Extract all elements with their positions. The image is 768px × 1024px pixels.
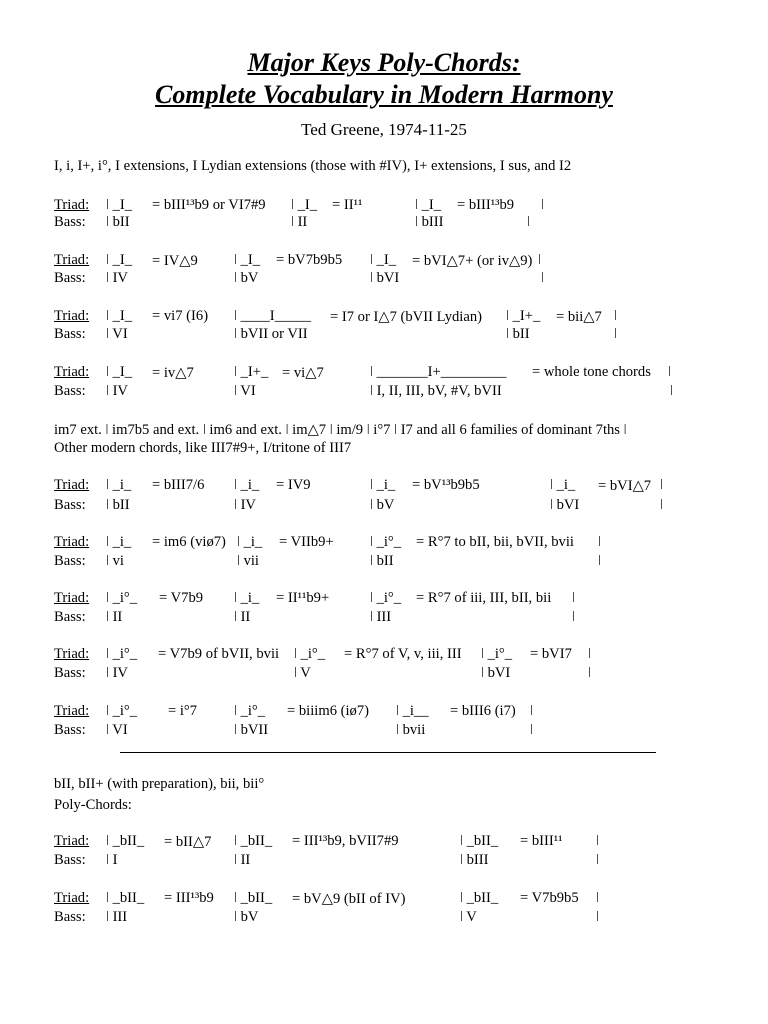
- section-2-subheading: Other modern chords, like III7#9+, I/tritone of III7: [54, 440, 352, 456]
- triad-result: = i°7: [168, 703, 198, 719]
- triad-chord: ǀ _i°_: [481, 646, 513, 662]
- triad-result: = V7b9b5: [520, 890, 579, 906]
- bass-label: Bass:: [54, 722, 86, 738]
- triad-result: = vi△7: [282, 365, 324, 381]
- triad-result: = VIIb9+: [279, 534, 334, 550]
- bass-note: ǀ bV: [234, 270, 259, 286]
- bass-row: [54, 553, 754, 573]
- triad-chord: ǀ _bII_: [460, 890, 499, 906]
- bass-note: ǀ vii: [237, 553, 259, 569]
- triad-result: = V7b9 of bVII, bvii: [158, 646, 280, 662]
- author-date: Ted Greene, 1974-11-25: [301, 120, 467, 139]
- triad-result: = R°7 to bII, bii, bVII, bvii: [416, 534, 574, 550]
- bass-row: [54, 909, 754, 929]
- triad-label: Triad:: [54, 308, 90, 324]
- bass-note: ǀ II: [291, 214, 308, 230]
- bass-note: ǀ II: [234, 852, 251, 868]
- bass-note: ǀ bII: [506, 326, 530, 342]
- bass-note: ǀ bV: [234, 909, 259, 925]
- triad-result: = bIII¹³b9 or VI7#9: [152, 197, 266, 213]
- triad-label: Triad:: [54, 197, 90, 213]
- triad-label: Triad:: [54, 646, 90, 662]
- triad-result: = bV△9 (bII of IV): [292, 891, 406, 907]
- row-end-bar: ǀ: [614, 326, 617, 342]
- row-end-bar: ǀ: [530, 722, 533, 738]
- triad-chord: ǀ _bII_: [234, 833, 273, 849]
- bass-note: ǀ IV: [106, 383, 128, 399]
- bass-note: ǀ II: [234, 609, 251, 625]
- triad-result: = bII△7: [164, 834, 212, 850]
- bass-label: Bass:: [54, 383, 86, 399]
- triad-chord: ǀ _i_: [106, 534, 132, 550]
- bass-note: ǀ VI: [106, 326, 128, 342]
- bass-label: Bass:: [54, 214, 86, 230]
- triad-label: Triad:: [54, 703, 90, 719]
- triad-label: Triad:: [54, 252, 90, 268]
- bass-label: Bass:: [54, 326, 86, 342]
- row-end-bar: ǀ: [541, 270, 544, 286]
- triad-chord: ǀ _i_: [234, 477, 260, 493]
- row-end-bar: ǀ: [530, 703, 533, 719]
- triad-label: Triad:: [54, 590, 90, 606]
- triad-result: = I7 or I△7 (bVII Lydian): [330, 309, 482, 325]
- bass-note: ǀ bVI: [550, 497, 580, 513]
- row-end-bar: ǀ: [660, 497, 663, 513]
- triad-chord: ǀ _i°_: [106, 703, 138, 719]
- bass-row: [54, 214, 754, 234]
- bass-note: ǀ bvii: [396, 722, 426, 738]
- bass-label: Bass:: [54, 909, 86, 925]
- row-end-bar: ǀ: [660, 477, 663, 493]
- triad-chord: ǀ _i__: [396, 703, 429, 719]
- triad-result: = IV△9: [152, 253, 198, 269]
- row-end-bar: ǀ: [596, 833, 599, 849]
- triad-row: [54, 252, 754, 272]
- triad-chord: ǀ _I_: [370, 252, 397, 268]
- triad-row: [54, 534, 754, 554]
- triad-chord: ǀ _i_: [550, 477, 576, 493]
- triad-chord: ǀ _i_: [370, 477, 396, 493]
- bass-note: ǀ bII: [370, 553, 394, 569]
- bass-label: Bass:: [54, 553, 86, 569]
- section-2-heading: im7 ext. ǀ im7b5 and ext. ǀ im6 and ext. ǀ im△7 ǀ im/9 ǀ i°7 ǀ I7 and all 6 families of dominant 7ths ǀ: [54, 422, 627, 438]
- bass-label: Bass:: [54, 497, 86, 513]
- triad-chord: ǀ _i_: [237, 534, 263, 550]
- title-line-1: Major Keys Poly-Chords:: [247, 48, 521, 77]
- triad-result: = vi7 (I6): [152, 308, 209, 324]
- bass-row: [54, 852, 754, 872]
- bass-note: ǀ III: [106, 909, 128, 925]
- section-3-heading: bII, bII+ (with preparation), bii, bii°: [54, 776, 265, 792]
- bass-row: [54, 497, 754, 517]
- row-end-bar: ǀ: [596, 890, 599, 906]
- bass-note: ǀ V: [460, 909, 477, 925]
- triad-chord: ǀ _I+_: [234, 364, 269, 380]
- row-end-bar: ǀ: [541, 197, 544, 213]
- triad-chord: ǀ _i_: [106, 477, 132, 493]
- bass-label: Bass:: [54, 852, 86, 868]
- bass-note: ǀ II: [106, 609, 123, 625]
- bass-row: [54, 609, 754, 629]
- triad-chord: ǀ _I_: [106, 197, 133, 213]
- bass-label: Bass:: [54, 609, 86, 625]
- triad-chord: ǀ _bII_: [106, 833, 145, 849]
- bass-note: ǀ bV: [370, 497, 395, 513]
- triad-result: = whole tone chords: [532, 364, 651, 380]
- section-3-subheading: Poly-Chords:: [54, 797, 132, 813]
- triad-result: = bIII7/6: [152, 477, 205, 493]
- triad-result: = R°7 of V, v, iii, III: [344, 646, 462, 662]
- triad-chord: ǀ _i_: [234, 590, 260, 606]
- section-divider: [120, 752, 656, 753]
- row-end-bar: ǀ: [670, 383, 673, 399]
- triad-chord: ǀ _bII_: [460, 833, 499, 849]
- triad-chord: ǀ _I_: [415, 197, 442, 213]
- triad-result: = bIII¹¹: [520, 833, 563, 849]
- triad-result: = V7b9: [159, 590, 204, 606]
- row-end-bar: ǀ: [598, 553, 601, 569]
- triad-result: = bVI7: [530, 646, 572, 662]
- bass-note: ǀ bVI: [370, 270, 400, 286]
- triad-result: = bV¹³b9b5: [412, 477, 480, 493]
- triad-row: [54, 364, 754, 384]
- triad-result: = iv△7: [152, 365, 194, 381]
- triad-label: Triad:: [54, 890, 90, 906]
- triad-result: = IV9: [276, 477, 311, 493]
- section-1-heading: I, i, I+, i°, I extensions, I Lydian extensions (those with #IV), I+ extensions, I sus, and I2: [54, 158, 572, 174]
- row-end-bar: ǀ: [527, 214, 530, 230]
- triad-chord: ǀ _i°_: [294, 646, 326, 662]
- triad-chord: ǀ _bII_: [234, 890, 273, 906]
- bass-row: [54, 326, 754, 346]
- row-end-bar: ǀ: [596, 852, 599, 868]
- bass-note: ǀ bVII or VII: [234, 326, 308, 342]
- triad-chord: ǀ _I_: [106, 252, 133, 268]
- triad-result: = II¹¹b9+: [276, 590, 330, 606]
- bass-note: ǀ III: [370, 609, 392, 625]
- bass-note: ǀ VI: [234, 383, 256, 399]
- triad-chord: ǀ _I_: [106, 308, 133, 324]
- triad-row: [54, 590, 754, 610]
- triad-result: = R°7 of iii, III, bII, bii: [416, 590, 552, 606]
- bass-label: Bass:: [54, 665, 86, 681]
- row-end-bar: ǀ: [588, 665, 591, 681]
- bass-row: [54, 722, 754, 742]
- triad-result: = bIII6 (i7): [450, 703, 516, 719]
- bass-note: ǀ IV: [234, 497, 256, 513]
- bass-note: ǀ vi: [106, 553, 124, 569]
- bass-row: [54, 270, 754, 290]
- triad-chord: ǀ ____I_____: [234, 308, 312, 324]
- triad-row: [54, 703, 754, 723]
- triad-label: Triad:: [54, 833, 90, 849]
- row-end-bar: ǀ: [614, 308, 617, 324]
- triad-row: [54, 308, 754, 328]
- triad-result: = bV7b9b5: [276, 252, 343, 268]
- triad-chord: ǀ _i°_: [370, 534, 402, 550]
- triad-chord: ǀ _i°_: [106, 646, 138, 662]
- row-end-bar: ǀ: [572, 590, 575, 606]
- triad-result: = im6 (viø7): [152, 534, 226, 550]
- triad-label: Triad:: [54, 534, 90, 550]
- bass-note: ǀ bVII: [234, 722, 269, 738]
- row-end-bar: ǀ: [588, 646, 591, 662]
- row-end-bar: ǀ: [596, 909, 599, 925]
- triad-result: = bVI△7+ (or iv△9): [412, 253, 533, 269]
- triad-chord: ǀ _I+_: [506, 308, 541, 324]
- triad-chord: ǀ _I_: [106, 364, 133, 380]
- triad-row: [54, 646, 754, 666]
- bass-note: ǀ V: [294, 665, 311, 681]
- bass-note: ǀ VI: [106, 722, 128, 738]
- row-end-bar: ǀ: [572, 609, 575, 625]
- bass-row: [54, 383, 754, 403]
- triad-result: = III¹³b9: [164, 890, 214, 906]
- bass-note: ǀ IV: [106, 665, 128, 681]
- triad-chord: ǀ _i°_: [370, 590, 402, 606]
- bass-note: ǀ IV: [106, 270, 128, 286]
- triad-result: = II¹¹: [332, 197, 363, 213]
- triad-row: [54, 833, 754, 853]
- triad-result: = bVI△7: [598, 478, 652, 494]
- triad-row: [54, 890, 754, 910]
- triad-result: = III¹³b9, bVII7#9: [292, 833, 399, 849]
- triad-label: Triad:: [54, 477, 90, 493]
- row-end-bar: ǀ: [668, 364, 671, 380]
- bass-note: ǀ bII: [106, 214, 130, 230]
- row-end-bar: ǀ: [538, 252, 541, 268]
- bass-note: ǀ bVI: [481, 665, 511, 681]
- triad-row: [54, 477, 754, 497]
- triad-chord: ǀ _I_: [291, 197, 318, 213]
- row-end-bar: ǀ: [598, 534, 601, 550]
- triad-result: = bii△7: [556, 309, 602, 325]
- bass-row: [54, 665, 754, 685]
- bass-label: Bass:: [54, 270, 86, 286]
- triad-chord: ǀ _i°_: [234, 703, 266, 719]
- title-line-2: Complete Vocabulary in Modern Harmony: [155, 80, 613, 109]
- triad-label: Triad:: [54, 364, 90, 380]
- bass-note: ǀ bIII: [460, 852, 489, 868]
- bass-note: ǀ bII: [106, 497, 130, 513]
- triad-chord: ǀ _I_: [234, 252, 261, 268]
- bass-note: ǀ bIII: [415, 214, 444, 230]
- triad-result: = biiim6 (iø7): [287, 703, 370, 719]
- bass-note: ǀ I, II, III, bV, #V, bVII: [370, 383, 502, 399]
- triad-result: = bIII¹³b9: [457, 197, 515, 213]
- bass-note: ǀ I: [106, 852, 118, 868]
- triad-chord: ǀ _i°_: [106, 590, 138, 606]
- triad-chord: ǀ _______I+_________: [370, 364, 507, 380]
- triad-chord: ǀ _bII_: [106, 890, 145, 906]
